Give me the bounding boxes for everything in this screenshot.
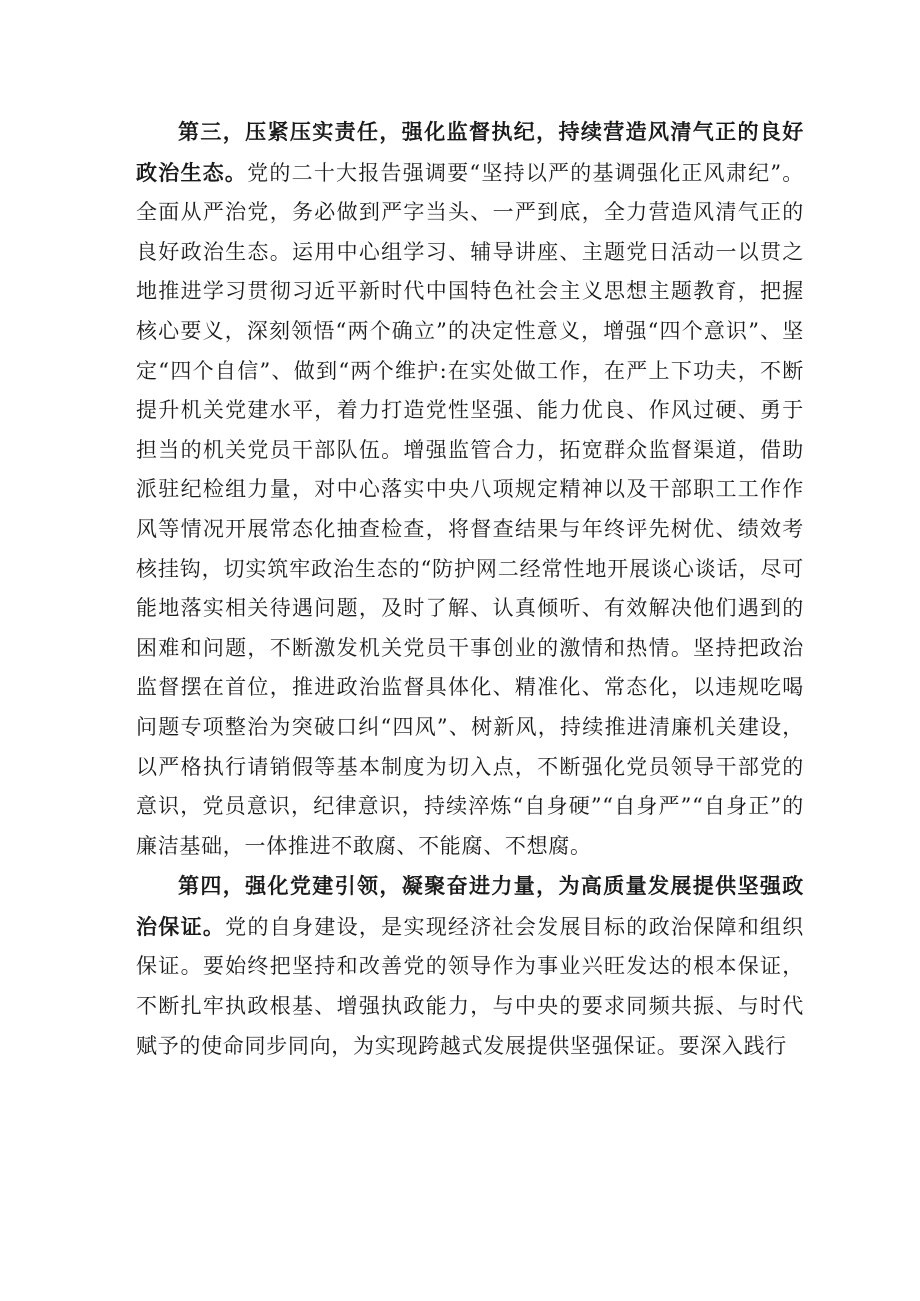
paragraph-lead-heading: 第四，强化党建引领，凝聚奋进力量，为高质量发展提供坚强政治保证。: [136, 873, 804, 939]
document-body: [136, 112, 804, 1066]
paragraph-fourth: [136, 866, 804, 1066]
paragraph-lead-heading: 第三，压紧压实责任，强化监督执纪，持续营造风清气正的良好政治生态。: [136, 119, 804, 185]
paragraph-body-text: 党的二十大报告强调要“坚持以严的基调强化正风肃纪”。全面从严治党，务必做到严字当头、一严到底，全力营造风清气正的良好政治生态。运用中心组学习、辅导讲座、主题党日活动一以贯之地推进学习贯彻习近平新时代中国特色社会主义思想主题教育，把握核心要义，深刻领悟“两个确立”的决定性意义，增强“四个意识”、坚定“四个自信”、做到“两个维护:在实处做工作，在严上下功夫，不断提升机关党建水平，着力打造党性坚强、能力优良、作风过硬、勇于担当的机关党员干部队伍。增强监管合力，拓宽群众监督渠道，借助派驻纪检组力量，对中心落实中央八项规定精神以及干部职工工作作风等情况开展常态化抽查检查，将督查结果与年终评先树优、绩效考核挂钩，切实筑牢政治生态的“防护网二经常性地开展谈心谈话，尽可能地落实相关待遇问题，及时了解、认真倾听、有效解决他们遇到的困难和问题，不断激发机关党员干事创业的激情和热情。坚持把政治监督摆在首位，推进政治监督具体化、精准化、常态化，以违规吃喝问题专项整治为突破口纠“四风”、树新风，持续推进清廉机关建设，以严格执行请销假等基本制度为切入点，不断强化党员领导干部党的意识，党员意识，纪律意识，持续淬炼“自身硬”“自身严”“自身正”的廉洁基础，一体推进不敢腐、不能腐、不想腐。: [136, 160, 805, 858]
paragraph-body-text: 党的自身建设，是实现经济社会发展目标的政治保障和组织保证。要始终把坚持和改善党的领导作为事业兴旺发达的根本保证，不断扎牢执政根基、增强执政能力，与中央的要求同频共振、与时代赋予的使命同步同向，为实现跨越式发展提供坚强保证。要深入践行: [136, 914, 804, 1058]
paragraph-third: [136, 112, 804, 866]
